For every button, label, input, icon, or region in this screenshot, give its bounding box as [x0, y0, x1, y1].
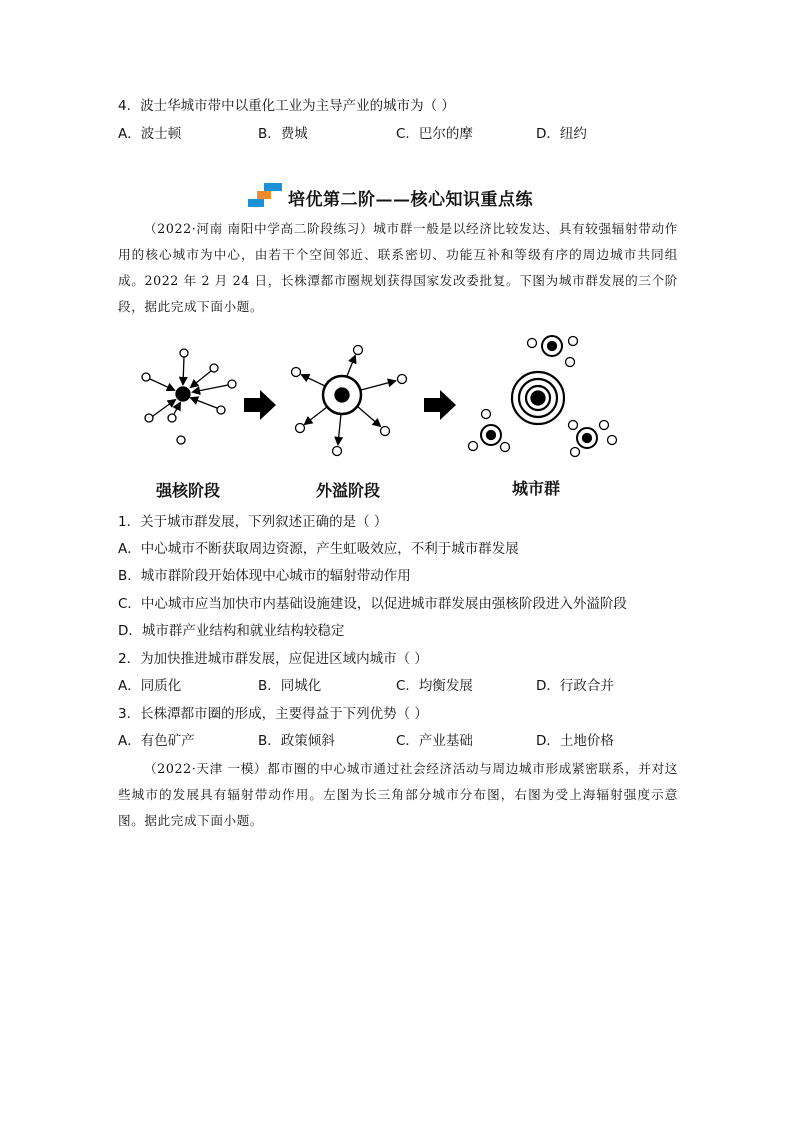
stage-label-spillover: 外溢阶段	[316, 481, 381, 500]
q1-option-b[interactable]: B．城市群阶段开始体现中心城市的辐射带动作用	[118, 568, 411, 584]
q3-stem: 3．长株潭都市圈的形成，主要得益于下列优势（ ）	[118, 706, 428, 722]
satellite-city	[569, 421, 578, 430]
q4-stem: 4．波士华城市带中以重化工业为主导产业的城市为（ ）	[118, 98, 455, 114]
passage-2	[118, 756, 678, 834]
satellite-city	[571, 448, 580, 457]
peripheral-city	[168, 414, 176, 422]
peripheral-city	[217, 406, 225, 414]
q1-option-a[interactable]: A．中心城市不断获取周边资源，产生虹吸效应，不利于城市群发展	[118, 541, 519, 557]
passage-2-text: （2022·天津 一模）都市圈的中心城市通过社会经济活动与周边城市形成紧密联系，并对这些城市的发展具有辐射带动作用。左图为长三角部分城市分布图，右图为受上海辐射强度示意图。据此完成下面小题。	[118, 761, 678, 828]
q3-option-c[interactable]: C．产业基础	[396, 733, 473, 749]
peripheral-city	[333, 447, 342, 456]
stage-arrow-2	[424, 390, 456, 420]
q1-stem: 1．关于城市群发展，下列叙述正确的是（ ）	[118, 514, 388, 530]
satellite-city	[600, 421, 609, 430]
satellite-city	[501, 443, 510, 452]
stage-arrow-1	[244, 390, 276, 420]
stage-city-cluster-diagram	[469, 336, 617, 457]
q2-option-c[interactable]: C．均衡发展	[396, 678, 473, 694]
stage-label-city-cluster: 城市群	[512, 479, 561, 498]
peripheral-city	[142, 373, 150, 381]
peripheral-city	[398, 375, 407, 384]
q4-option-b[interactable]: B．费城	[258, 126, 308, 142]
q2-option-b[interactable]: B．同城化	[258, 678, 322, 694]
q4-option-a[interactable]: A．波士顿	[118, 126, 182, 142]
q3-option-d[interactable]: D．土地价格	[536, 733, 614, 749]
q3-option-b[interactable]: B．政策倾斜	[258, 733, 335, 749]
q2-stem: 2．为加快推进城市群发展，应促进区域内城市（ ）	[118, 651, 428, 667]
stage-strong-core-diagram	[142, 349, 236, 444]
peripheral-city	[292, 368, 301, 377]
q3-option-a[interactable]: A．有色矿产	[118, 733, 195, 749]
core-city	[335, 388, 349, 402]
q4-option-c[interactable]: C．巴尔的摩	[396, 126, 473, 142]
section-title: 培优第二阶——核心知识重点练	[288, 189, 533, 210]
stage-spillover-diagram	[292, 346, 407, 456]
q2-option-d[interactable]: D．行政合并	[536, 678, 614, 694]
satellite-city	[569, 337, 578, 346]
peripheral-city	[354, 346, 363, 355]
q1-option-c[interactable]: C．中心城市应当加快市内基础设施建设，以促进城市群发展由强核阶段进入外溢阶段	[118, 596, 627, 612]
q1-option-d[interactable]: D．城市群产业结构和就业结构较稳定	[118, 623, 345, 639]
satellite-city	[528, 339, 537, 348]
core-city	[176, 387, 190, 401]
peripheral-city	[210, 364, 218, 372]
q4-option-d[interactable]: D．纽约	[536, 126, 587, 142]
satellite-city	[608, 436, 617, 445]
peripheral-city	[180, 349, 188, 357]
peripheral-city	[381, 427, 390, 436]
q2-option-a[interactable]: A．同质化	[118, 678, 182, 694]
peripheral-city	[177, 436, 185, 444]
passage-1-text: （2022·河南 南阳中学高二阶段练习）城市群一般是以经济比较发达、具有较强辐射带动作用的核心城市为中心，由若干个空间邻近、联系密切、功能互补和等级有序的周边城市共同组成。2022 年 2 月 24 日，长株潭都市圈规划获得国家发改委批复。下图为城市群发展的三个阶段，据此完成下面小题。	[118, 221, 678, 314]
peripheral-city	[228, 380, 236, 388]
peripheral-city	[296, 424, 305, 433]
satellite-city	[469, 442, 478, 451]
satellite-city	[482, 410, 491, 419]
stage-label-strong-core: 强核阶段	[156, 481, 221, 500]
satellite-city	[566, 358, 575, 367]
core-city	[531, 391, 545, 405]
peripheral-city	[145, 414, 153, 422]
